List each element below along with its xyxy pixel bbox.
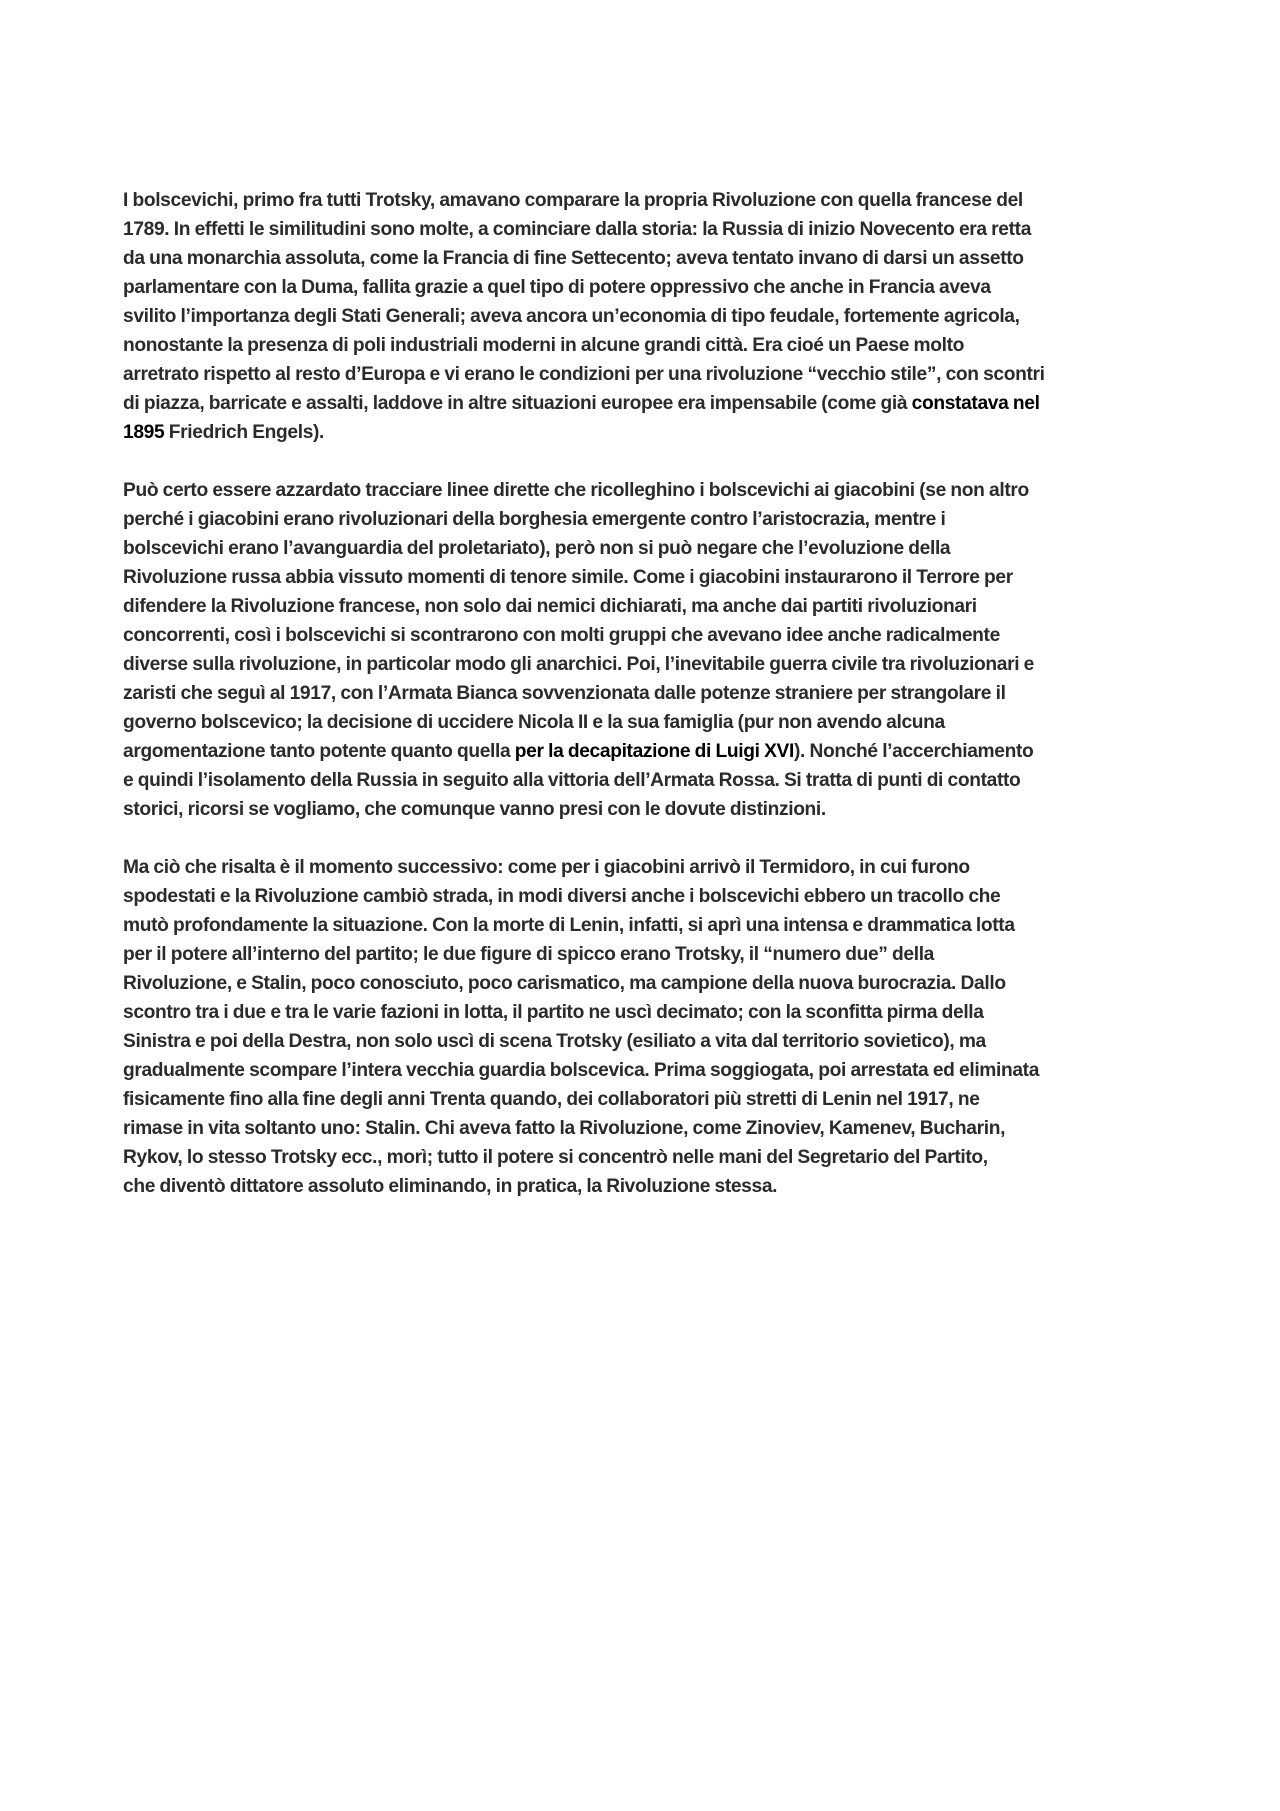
text-segment: per il potere all’interno del partito; le due figure di spicco erano Trotsky, il “numero due” della [123, 944, 934, 965]
text-line [123, 1114, 1167, 1143]
text-segment: storici, ricorsi se vogliamo, che comunque vanno presi con le dovute distinzioni. [123, 799, 826, 820]
text-line [123, 882, 1167, 911]
paragraph-2 [123, 476, 1167, 824]
text-segment: I bolscevichi, primo fra tutti Trotsky, amavano comparare la propria Rivoluzione con quella francese del [123, 190, 1023, 211]
text-segment: Rivoluzione russa abbia vissuto momenti di tenore simile. Come i giacobini instaurarono il Terrore per [123, 567, 1013, 588]
text-segment: scontro tra i due e tra le varie fazioni in lotta, il partito ne uscì decimato; con la sconfitta pirma della [123, 1002, 984, 1023]
text-line [123, 795, 1167, 824]
text-line [123, 505, 1167, 534]
text-segment: perché i giacobini erano rivoluzionari della borghesia emergente contro l’aristocrazia, mentre i [123, 509, 946, 530]
text-line [123, 969, 1167, 998]
document-body [123, 186, 1167, 1230]
text-line [123, 360, 1167, 389]
paragraph-3 [123, 853, 1167, 1201]
text-segment: nonostante la presenza di poli industriali moderni in alcune grandi città. Era cioé un Paese molto [123, 335, 965, 356]
text-line [123, 273, 1167, 302]
text-segment: Ma ciò che risalta è il momento successivo: come per i giacobini arrivò il Termidoro, in cui furono [123, 857, 970, 878]
text-segment: gradualmente scompare l’intera vecchia guardia bolscevica. Prima soggiogata, poi arrestata ed eliminata [123, 1060, 1040, 1081]
text-line [123, 1027, 1167, 1056]
text-segment: ). Nonché l’accerchiamento [793, 741, 1034, 762]
text-line [123, 940, 1167, 969]
text-segment: Sinistra e poi della Destra, non solo uscì di scena Trotsky (esiliato a vita dal territorio sovietico), ma [123, 1031, 986, 1052]
text-line [123, 708, 1167, 737]
text-segment: diverse sulla rivoluzione, in particolar modo gli anarchici. Poi, l’inevitabile guerra civile tra rivoluzionari e [123, 654, 1034, 675]
text-line [123, 998, 1167, 1027]
text-line [123, 911, 1167, 940]
text-segment: arretrato rispetto al resto d’Europa e vi erano le condizioni per una rivoluzione “vecchio stile”, con scontri [123, 364, 1045, 385]
text-segment: fisicamente fino alla fine degli anni Trenta quando, dei collaboratori più stretti di Lenin nel 1917, ne [123, 1089, 980, 1110]
text-line [123, 1056, 1167, 1085]
text-segment: Può certo essere azzardato tracciare linee dirette che ricolleghino i bolscevichi ai giacobini (se non altro [123, 480, 1029, 501]
text-line [123, 563, 1167, 592]
text-line [123, 853, 1167, 882]
text-segment: parlamentare con la Duma, fallita grazie a quel tipo di potere oppressivo che anche in Francia aveva [123, 277, 991, 298]
text-segment: difendere la Rivoluzione francese, non solo dai nemici dichiarati, ma anche dai partiti rivoluzionari [123, 596, 977, 617]
text-segment: governo bolscevico; la decisione di uccidere Nicola II e la sua famiglia (pur non avendo alcuna [123, 712, 945, 733]
text-segment: Friedrich Engels). [164, 422, 325, 443]
text-line [123, 186, 1167, 215]
text-segment: concorrenti, così i bolscevichi si scontrarono con molti gruppi che avevano idee anche radicalmente [123, 625, 1000, 646]
text-line [123, 621, 1167, 650]
text-segment: Rivoluzione, e Stalin, poco conosciuto, poco carismatico, ma campione della nuova burocrazia. Dallo [123, 973, 1006, 994]
text-segment: di piazza, barricate e assalti, laddove in altre situazioni europee era impensabile (come già [123, 393, 912, 414]
paragraph-1 [123, 186, 1167, 447]
text-segment: svilito l’importanza degli Stati Generali; aveva ancora un’economia di tipo feudale, fortemente agricola, [123, 306, 1020, 327]
text-line [123, 215, 1167, 244]
text-line [123, 302, 1167, 331]
text-line [123, 1085, 1167, 1114]
text-segment: che diventò dittatore assoluto eliminando, in pratica, la Rivoluzione stessa. [123, 1176, 778, 1197]
text-segment: rimase in vita soltanto uno: Stalin. Chi aveva fatto la Rivoluzione, come Zinoviev, Kamenev, Bucharin, [123, 1118, 1006, 1139]
text-line [123, 331, 1167, 360]
text-line [123, 1172, 1167, 1201]
text-line [123, 389, 1167, 418]
text-line [123, 534, 1167, 563]
text-line [123, 592, 1167, 621]
text-segment: mutò profondamente la situazione. Con la morte di Lenin, infatti, si aprì una intensa e drammatica lotta [123, 915, 1015, 936]
emphasized-text: per la decapitazione di Luigi XVI [514, 741, 794, 762]
text-segment: 1789. In effetti le similitudini sono molte, a cominciare dalla storia: la Russia di inizio Novecento era retta [123, 219, 1032, 240]
text-segment: Rykov, lo stesso Trotsky ecc., morì; tutto il potere si concentrò nelle mani del Segretario del Partito, [123, 1147, 988, 1168]
text-line [123, 766, 1167, 795]
text-line [123, 737, 1167, 766]
text-segment: bolscevichi erano l’avanguardia del proletariato), però non si può negare che l’evoluzione della [123, 538, 951, 559]
text-line [123, 650, 1167, 679]
emphasized-text: constatava nel [911, 393, 1040, 414]
text-line [123, 476, 1167, 505]
text-line [123, 679, 1167, 708]
text-segment: e quindi l’isolamento della Russia in seguito alla vittoria dell’Armata Rossa. Si tratta di punti di contatto [123, 770, 1021, 791]
text-segment: zaristi che seguì al 1917, con l’Armata Bianca sovvenzionata dalle potenze straniere per strangolare il [123, 683, 1006, 704]
text-line [123, 244, 1167, 273]
text-segment: spodestati e la Rivoluzione cambiò strada, in modi diversi anche i bolscevichi ebbero un tracollo che [123, 886, 1001, 907]
text-line [123, 1143, 1167, 1172]
text-segment: da una monarchia assoluta, come la Francia di fine Settecento; aveva tentato invano di darsi un assetto [123, 248, 1024, 269]
text-segment: argomentazione tanto potente quanto quella [123, 741, 515, 762]
emphasized-text: 1895 [123, 422, 165, 443]
text-line [123, 418, 1167, 447]
